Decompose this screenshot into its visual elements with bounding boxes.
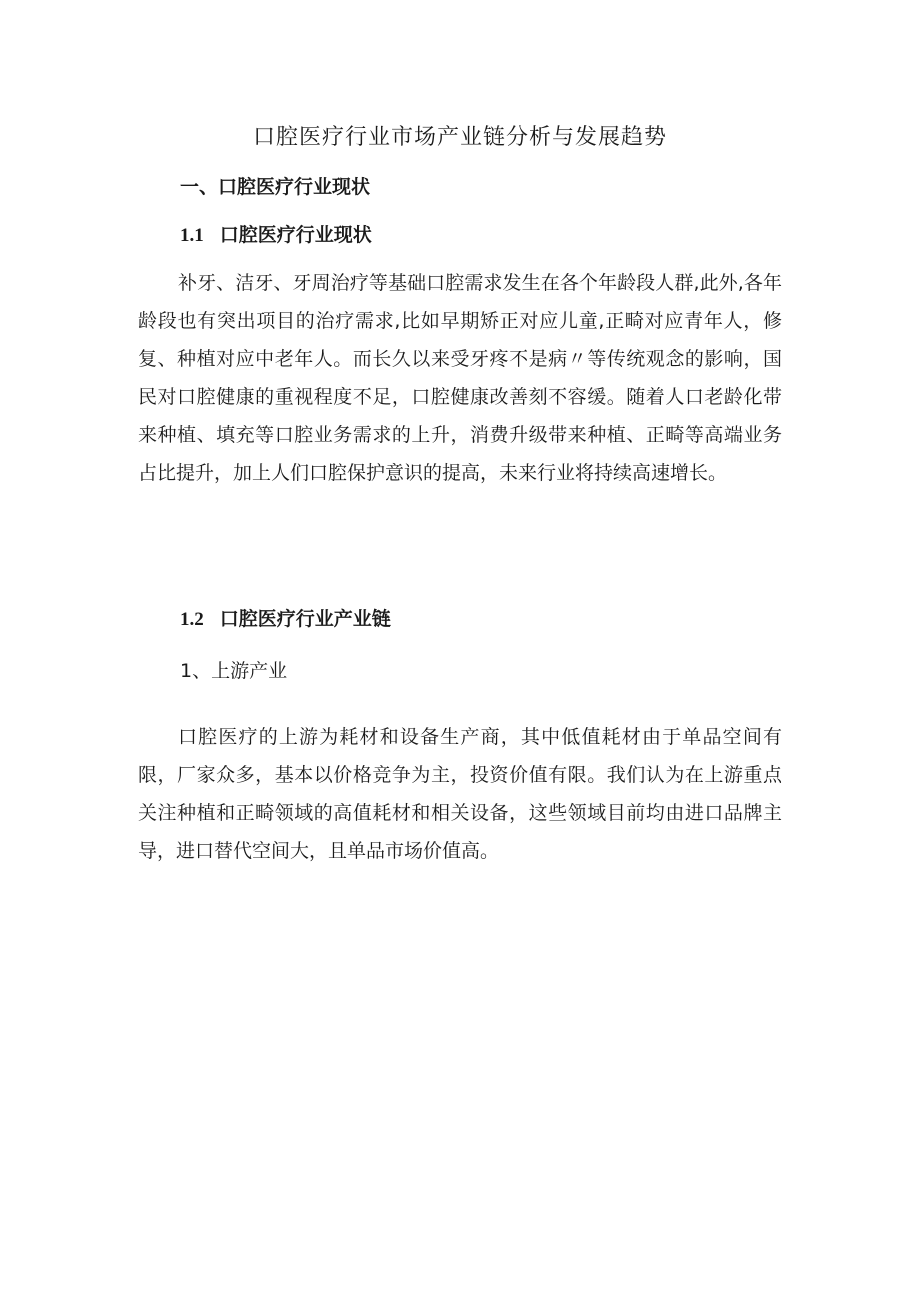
- subsection-title: 口腔医疗行业现状: [219, 224, 372, 246]
- subsection-heading-1-1: [180, 220, 372, 251]
- subsection-number: 1.2: [180, 609, 204, 630]
- document-title: 口腔医疗行业市场产业链分析与发展趋势: [252, 125, 667, 150]
- section-heading-1: 一、口腔医疗行业现状: [180, 176, 371, 198]
- item-heading-upstream: 1、上游产业: [180, 660, 288, 682]
- subsection-title: 口腔医疗行业产业链: [219, 608, 391, 630]
- paragraph-upstream-industry: 口腔医疗的上游为耗材和设备生产商，其中低值耗材由于单品空间有限，厂家众多，基本以价格竞争为主，投资价值有限。我们认为在上游重点关注种植和正畸领域的高值耗材和相关设备，这些领域目前均由进口品牌主导，进口替代空间大，且单品市场价值高。: [138, 726, 782, 862]
- subsection-heading-1-2: [180, 604, 391, 635]
- paragraph-industry-status: 补牙、洁牙、牙周治疗等基础口腔需求发生在各个年龄段人群,此外,各年龄段也有突出项目的治疗需求,比如早期矫正对应儿童,正畸对应青年人，修复、种植对应中老年人。而长久以来受牙疼不是病〃等传统观念的影响，国民对口腔健康的重视程度不足，口腔健康改善刻不容缓。随着人口老龄化带来种植、填充等口腔业务需求的上升，消费升级带来种植、正畸等高端业务占比提升，加上人们口腔保护意识的提高，未来行业将持续高速增长。: [138, 272, 782, 484]
- subsection-number: 1.1: [180, 225, 204, 246]
